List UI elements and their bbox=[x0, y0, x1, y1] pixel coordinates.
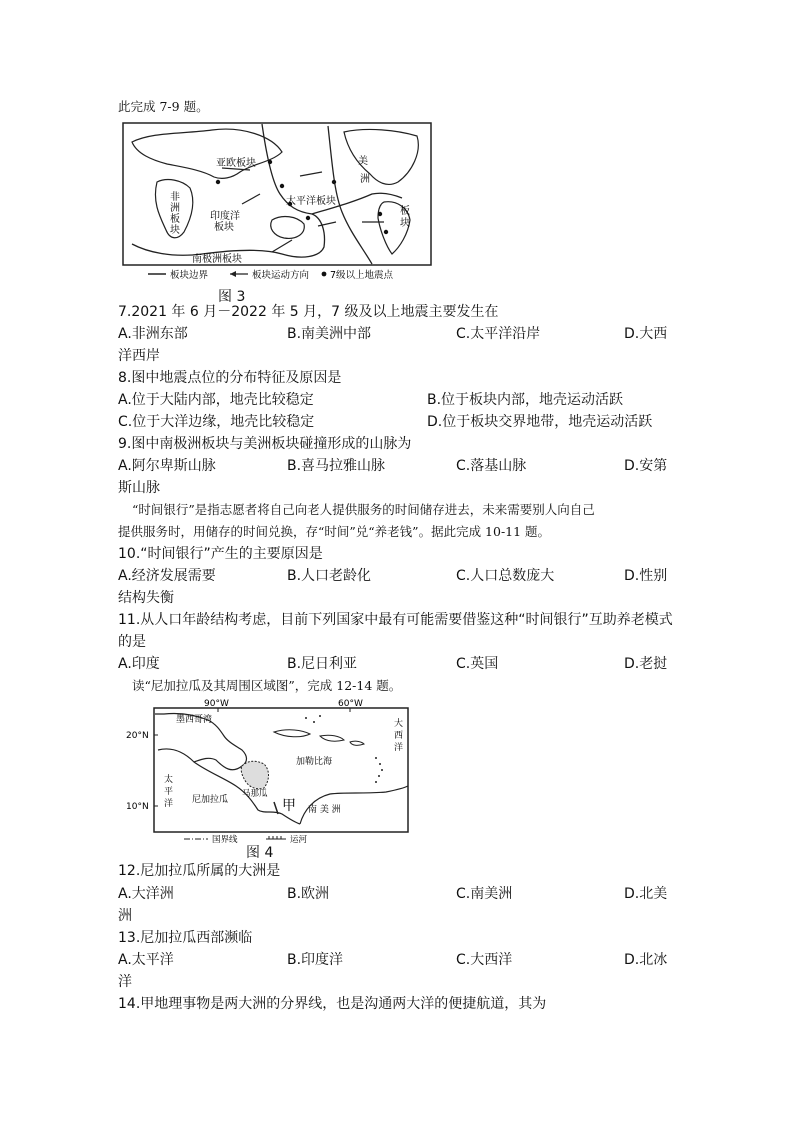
q12-option-b: B.欧洲 bbox=[287, 886, 330, 902]
question-14-stem: 14.甲地理事物是两大洲的分界线，也是沟通两大洋的便捷航道，其为 bbox=[118, 996, 547, 1012]
label-africa: 块 bbox=[170, 225, 180, 236]
quake-point bbox=[280, 184, 284, 188]
q9-option-d-wrap: 斯山脉 bbox=[118, 480, 160, 496]
lat-label: 20°N bbox=[126, 731, 149, 741]
q12-option-c: C.南美洲 bbox=[456, 886, 513, 902]
lon-label: 60°W bbox=[338, 699, 363, 709]
question-9-stem: 9.图中南极洲板块与美洲板块碰撞形成的山脉为 bbox=[118, 436, 412, 452]
q8-option-c: C.位于大洋边缘，地壳比较稳定 bbox=[118, 414, 315, 430]
q10-option-a: A.经济发展需要 bbox=[118, 568, 216, 584]
q10-option-d: D.性别 bbox=[624, 568, 668, 584]
q11-option-a: A.印度 bbox=[118, 656, 160, 672]
label-africa: 非 bbox=[170, 192, 180, 203]
label-indian: 板块 bbox=[214, 222, 234, 233]
q10-option-c: C.人口总数庞大 bbox=[456, 568, 555, 584]
figure-4-caption: 图 4 bbox=[246, 845, 274, 861]
legend-boundary: 板块边界 bbox=[170, 270, 209, 281]
q9-option-d: D.安第 bbox=[624, 458, 668, 474]
lon-label: 90°W bbox=[204, 699, 229, 709]
intro-12-14: 读“尼加拉瓜及其周围区域图”，完成 12-14 题。 bbox=[132, 678, 402, 693]
q8-option-d: D.位于板块交界地带，地壳运动活跃 bbox=[427, 414, 653, 430]
q13-option-b: B.印度洋 bbox=[287, 952, 344, 968]
legend-quake: 7级以上地震点 bbox=[330, 270, 394, 281]
q11-option-d: D.老挝 bbox=[624, 656, 668, 672]
question-8-stem: 8.图中地震点位的分布特征及原因是 bbox=[118, 370, 342, 386]
q10-option-b: B.人口老龄化 bbox=[287, 568, 372, 584]
label-antarctic: 南极洲板块 bbox=[192, 254, 242, 265]
intro-10-11-line2: 提供服务时，用储存的时间兑换，存“时间”兑“养老钱”。据此完成 10-11 题。 bbox=[118, 524, 551, 539]
intro-7-9: 此完成 7-9 题。 bbox=[118, 99, 209, 114]
label-nicaragua: 尼加拉瓜 bbox=[192, 795, 229, 805]
q12-option-a: A.大洋洲 bbox=[118, 886, 174, 902]
q11-option-c: C.英国 bbox=[456, 656, 499, 672]
label-caribbean: 加勒比海 bbox=[296, 757, 333, 767]
quake-point bbox=[384, 230, 388, 234]
q7-option-c: C.太平洋沿岸 bbox=[456, 326, 541, 342]
label-pacific: 洋 bbox=[164, 799, 174, 809]
q7-option-b: B.南美洲中部 bbox=[287, 326, 372, 342]
quake-point bbox=[378, 212, 382, 216]
label-eurasia: 亚欧板块 bbox=[216, 158, 256, 169]
q9-option-b: B.喜马拉雅山脉 bbox=[287, 458, 386, 474]
nicaragua-map-figure bbox=[124, 698, 416, 844]
quake-point bbox=[332, 180, 336, 184]
label-city: 马那瓜 bbox=[242, 789, 268, 799]
legend-border: 国界线 bbox=[212, 835, 238, 844]
label-jia: 甲 bbox=[282, 798, 296, 814]
quake-point bbox=[306, 216, 310, 220]
plate-map-figure bbox=[122, 122, 434, 282]
label-atlantic: 大 bbox=[394, 719, 404, 729]
label-america: 板 bbox=[400, 206, 410, 217]
q13-option-c: C.大西洋 bbox=[456, 952, 513, 968]
label-america: 美 bbox=[358, 156, 368, 167]
lat-label: 10°N bbox=[126, 802, 149, 812]
label-gulf: 墨西哥湾 bbox=[176, 715, 213, 725]
question-10-stem: 10.“时间银行”产生的主要原因是 bbox=[118, 546, 323, 562]
q8-option-b: B.位于板块内部，地壳运动活跃 bbox=[427, 392, 624, 408]
question-12-stem: 12.尼加拉瓜所属的大洲是 bbox=[118, 863, 281, 879]
q7-option-d: D.大西 bbox=[624, 326, 668, 342]
label-america: 块 bbox=[400, 218, 410, 229]
quake-point bbox=[268, 160, 272, 164]
q7-option-a: A.非洲东部 bbox=[118, 326, 188, 342]
label-pacific: 平 bbox=[164, 787, 174, 797]
q8-option-a: A.位于大陆内部，地壳比较稳定 bbox=[118, 392, 314, 408]
q9-option-c: C.落基山脉 bbox=[456, 458, 527, 474]
q9-option-a: A.阿尔卑斯山脉 bbox=[118, 458, 216, 474]
intro-10-11-line1: “时间银行”是指志愿者将自己向老人提供服务的时间储存进去，未来需要别人向自己 bbox=[132, 502, 595, 517]
question-13-stem: 13.尼加拉瓜西部濒临 bbox=[118, 930, 253, 946]
label-south-america: 南 美 洲 bbox=[308, 805, 341, 815]
q13-option-a: A.太平洋 bbox=[118, 952, 174, 968]
label-atlantic: 洋 bbox=[394, 743, 404, 753]
q13-option-d-wrap: 洋 bbox=[118, 974, 132, 990]
label-africa: 板 bbox=[170, 214, 180, 225]
label-america: 洲 bbox=[360, 174, 370, 185]
q12-option-d: D.北美 bbox=[624, 886, 668, 902]
question-11-stem: 11.从人口年龄结构考虑，目前下列国家中最有可能需要借鉴这种“时间银行”互助养老模式 bbox=[118, 612, 673, 628]
q11-option-b: B.尼日利亚 bbox=[287, 656, 358, 672]
question-11-stem-wrap: 的是 bbox=[118, 634, 146, 650]
label-pacific: 太平洋板块 bbox=[286, 196, 336, 207]
q7-option-d-wrap: 洋西岸 bbox=[118, 348, 160, 364]
q10-option-d-wrap: 结构失衡 bbox=[118, 590, 174, 606]
label-indian: 印度洋 bbox=[210, 211, 240, 222]
question-7-stem: 7.2021 年 6 月－2022 年 5 月，7 级及以上地震主要发生在 bbox=[118, 304, 499, 320]
label-pacific: 太 bbox=[164, 775, 174, 785]
legend-direction: 板块运动方向 bbox=[252, 270, 310, 281]
label-atlantic: 西 bbox=[394, 731, 404, 741]
quake-point bbox=[216, 180, 220, 184]
legend-canal: 运河 bbox=[290, 835, 308, 844]
q12-option-d-wrap: 洲 bbox=[118, 908, 132, 924]
figure-3-caption: 图 3 bbox=[218, 289, 246, 305]
q13-option-d: D.北冰 bbox=[624, 952, 668, 968]
label-africa: 洲 bbox=[170, 203, 180, 214]
